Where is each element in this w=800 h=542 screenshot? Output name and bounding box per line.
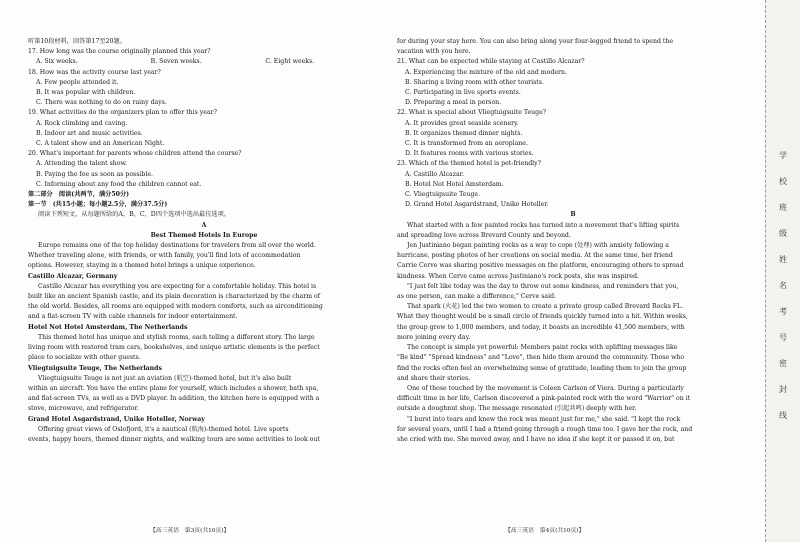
paragraph-line: she cried with me. She moved away, and I have no idea if she kept it or passed it on, but xyxy=(397,435,675,443)
q23-option: C. Vliegtuigsuite Teuge. xyxy=(405,191,481,199)
q19-option: B. Indoor art and music activities. xyxy=(36,129,143,137)
binding-margin xyxy=(765,0,800,542)
paragraph-line: built like an ancient Spanish castle, and its plain decoration is characterized by the charm of xyxy=(28,293,321,301)
q20-option: C. Informing about any food the children cannot eat. xyxy=(36,180,202,188)
paragraph-line: and spreading love across Brevard County and beyond. xyxy=(397,231,571,239)
q21-option: C. Participating in live sports events. xyxy=(405,89,521,97)
q17-option-b: B. Seven weeks. xyxy=(150,58,202,66)
question-17: 17. How long was the course originally planned this year? xyxy=(28,48,211,56)
paragraph-line: "I burst into tears and knew the rock was meant just for me," she said. "I kept the rock xyxy=(407,415,681,423)
paragraph-line: Jen Justiniano began painting rocks as a way to cope (处理) with anxiety following a xyxy=(407,242,669,250)
q22-option: B. It organizes themed dinner nights. xyxy=(405,129,523,137)
binding-char: 级 xyxy=(779,229,787,238)
paragraph-line: the old world. Besides, all rooms are equipped with modern comforts, such as airconditioning xyxy=(28,303,323,311)
paragraph-line: and share their stories. xyxy=(397,374,471,382)
passage-b-label: B xyxy=(570,211,576,219)
paragraph-line: as one person, can make a difference," Cerve said. xyxy=(397,293,557,301)
paragraph-line: "Be kind" "Spread kindness" and "Love", then hide them around the community. Those who xyxy=(397,354,685,362)
part-two-heading: 第二部分 阅读(共两节，满分50分) xyxy=(28,191,130,199)
binding-char: 学 xyxy=(779,151,787,160)
right-column xyxy=(397,37,749,445)
paragraph-line: "I just felt like today was the day to throw out some kindness, and reminders that you, xyxy=(407,282,679,290)
section-one-heading: 第一节 (共15小题；每小题2.5分，满分37.5分) xyxy=(28,201,168,209)
paragraph-line: within an aircraft. You have the entire plane for yourself, which includes a shower, bath spa, xyxy=(28,384,319,392)
q18-option: C. There was nothing to do on rainy days. xyxy=(36,99,167,107)
q19-option: C. A talent show and an American Night. xyxy=(36,140,165,148)
q19-option: A. Rock climbing and caving. xyxy=(36,119,128,127)
q23-option: D. Grand Hotel Asgardstrand, Unike Hoteller. xyxy=(405,201,549,209)
hotel-heading: Vliegtuigsuite Teuge, The Netherlands xyxy=(28,364,162,372)
binding-char: 封 xyxy=(779,385,787,394)
binding-char: 考 xyxy=(779,307,787,316)
paragraph-line: kindness. When Cerve came across Justiniano's rock posts, she was inspired. xyxy=(397,272,640,280)
paragraph-line: for during your stay here. You can also bring along your four-legged friend to spend the xyxy=(397,38,674,45)
paragraph-line: Whether traveling alone, with friends, or with family, you'll find lots of accommodation xyxy=(28,252,301,260)
q20-option: A. Attending the talent show. xyxy=(36,160,128,168)
hotel-heading: Grand Hotel Asgardstrand, Unike Hoteller, Norway xyxy=(28,415,205,423)
page-footer-right: 【高三英语 第4页(共10页)】 xyxy=(505,528,585,534)
question-18: 18. How was the activity course last year? xyxy=(28,68,161,76)
passage-a-label: A xyxy=(201,221,207,229)
q20-option: B. Paying the fee as soon as possible. xyxy=(36,170,153,178)
paragraph-line: Offering great views of Oslofjord, it's a nautical (航海)-themed hotel. Live sports xyxy=(38,425,289,433)
page-footer-left: 【高三英语 第3页(共10页)】 xyxy=(150,528,230,534)
binding-char: 密 xyxy=(779,359,787,368)
paragraph-line: What they thought would be a small circle of friends quickly turned into a hit. Within weeks, xyxy=(397,313,688,321)
paragraph-line: living room with restored tram cars, bookshelves, and unique artistic elements is the perfect xyxy=(28,344,320,352)
instructions: 阅读下列短文，从每题所给的A、B、C、D四个选项中选出最佳选项。 xyxy=(38,211,230,219)
q18-option: A. Few people attended it. xyxy=(36,78,119,86)
binding-char: 名 xyxy=(779,281,787,290)
binding-char: 校 xyxy=(779,177,787,186)
paragraph-line: Vliegtuigsuite Teuge is not just an aviation (航空)-themed hotel, but it's also built xyxy=(38,374,292,382)
q22-option: A. It provides great seaside scenery. xyxy=(405,119,519,127)
q18-option: B. It was popular with children. xyxy=(36,89,136,97)
hotel-heading: Castillo Alcazar, Germany xyxy=(28,272,118,280)
paragraph-line: more joining every day. xyxy=(397,333,471,341)
question-23: 23. Which of the themed hotel is pet-friendly? xyxy=(397,160,541,168)
q21-option: D. Preparing a meal in person. xyxy=(405,99,502,107)
q21-option: B. Sharing a living room with other tourists. xyxy=(405,78,544,86)
paragraph-line: hurricane, posting photos of her creations on social media. At the same time, her friend xyxy=(397,252,673,260)
q21-option: A. Experiencing the mixture of the old and modern. xyxy=(405,68,567,76)
paragraph-line: find the rocks often feel an overwhelming sense of gratitude, leading them to join the group xyxy=(397,364,687,372)
left-column xyxy=(28,37,380,445)
paragraph-line: That spark (火花) led the two women to create a private group called Brevard Rocks FL. xyxy=(407,303,684,311)
paragraph-line: This themed hotel has unique and stylish rooms, each telling a different story. The large xyxy=(38,333,315,341)
binding-char: 姓 xyxy=(779,255,787,264)
paragraph-line: What started with a few painted rocks has turned into a movement that's lifting spirits xyxy=(407,221,680,229)
paragraph-line: place to socialize with other guests. xyxy=(28,354,141,362)
paragraph-line: and a flat-screen TV with cable channels for indoor entertainment. xyxy=(28,313,238,321)
paragraph-line: vacation with you here. xyxy=(397,48,471,56)
binding-char: 号 xyxy=(779,333,787,342)
hotel-heading: Hotel Not Hotel Amsterdam, The Netherlands xyxy=(28,323,188,331)
q17-options xyxy=(28,57,380,67)
paragraph-line: and flat-screen TVs, as well as a DVD player. In addition, the kitchen here is equipped with a xyxy=(28,395,320,403)
passage-a-title: Best Themed Hotels In Europe xyxy=(150,231,258,239)
question-21: 21. What can be expected while staying at Castillo Alcazar? xyxy=(397,58,585,66)
paragraph-line: One of those touched by the movement is Coleen Carlson of Viera. During a particularly xyxy=(407,384,684,392)
section-intro: 听第10段材料，回答第17至20题。 xyxy=(28,38,126,45)
paragraph-line: for several years, until I had a friend going through a rough time too. I gave her the rock, and xyxy=(397,425,693,433)
question-22: 22. What is special about Vliegtuigsuite Teuge? xyxy=(397,109,547,117)
paragraph-line: The concept is simple yet powerful: Members paint rocks with uplifting messages like xyxy=(407,344,678,352)
paragraph-line: outside a doughnut shop. The message resonated (引起共鸣) deeply with her. xyxy=(397,405,637,413)
paragraph-line: events, happy hours, themed dinner nights, and walking tours are some activities to look out xyxy=(28,435,320,443)
paragraph-line: Europe remains one of the top holiday destinations for travelers from all over the world. xyxy=(38,242,316,250)
paragraph-line: Castillo Alcazar has everything you are expecting for a comfortable holiday. This hotel is xyxy=(38,282,317,290)
paragraph-line: options. However, staying in a themed hotel brings a unique experience. xyxy=(28,262,256,270)
paragraph-line: the group grew to 1,000 members, and today, it boasts an incredible 41,500 members, with xyxy=(397,323,685,331)
paragraph-line: stove, microwave, and refrigerator. xyxy=(28,405,139,413)
paragraph-line: Carrie Cerve was sharing positive messages on the platform, encouraging others to spread xyxy=(397,262,684,270)
binding-char: 班 xyxy=(779,203,787,212)
question-20: 20. What's important for parents whose children attend the course? xyxy=(28,150,242,158)
binding-char: 线 xyxy=(779,411,787,420)
q22-option: D. It features rooms with various stories. xyxy=(405,150,534,158)
q17-option-a: A. Six weeks. xyxy=(36,58,78,66)
q23-option: B. Hotel Not Hotel Amsterdam. xyxy=(405,180,504,188)
paragraph-line: difficult time in her life, Carlson discovered a pink-painted rock with the word "Warrior" on it xyxy=(397,395,691,403)
question-19: 19. What activities do the organizers plan to offer this year? xyxy=(28,109,217,117)
q22-option: C. It is transformed from an aeroplane. xyxy=(405,140,528,148)
q23-option: A. Castillo Alcazar. xyxy=(405,170,464,178)
q17-option-c: C. Eight weeks. xyxy=(265,58,315,66)
